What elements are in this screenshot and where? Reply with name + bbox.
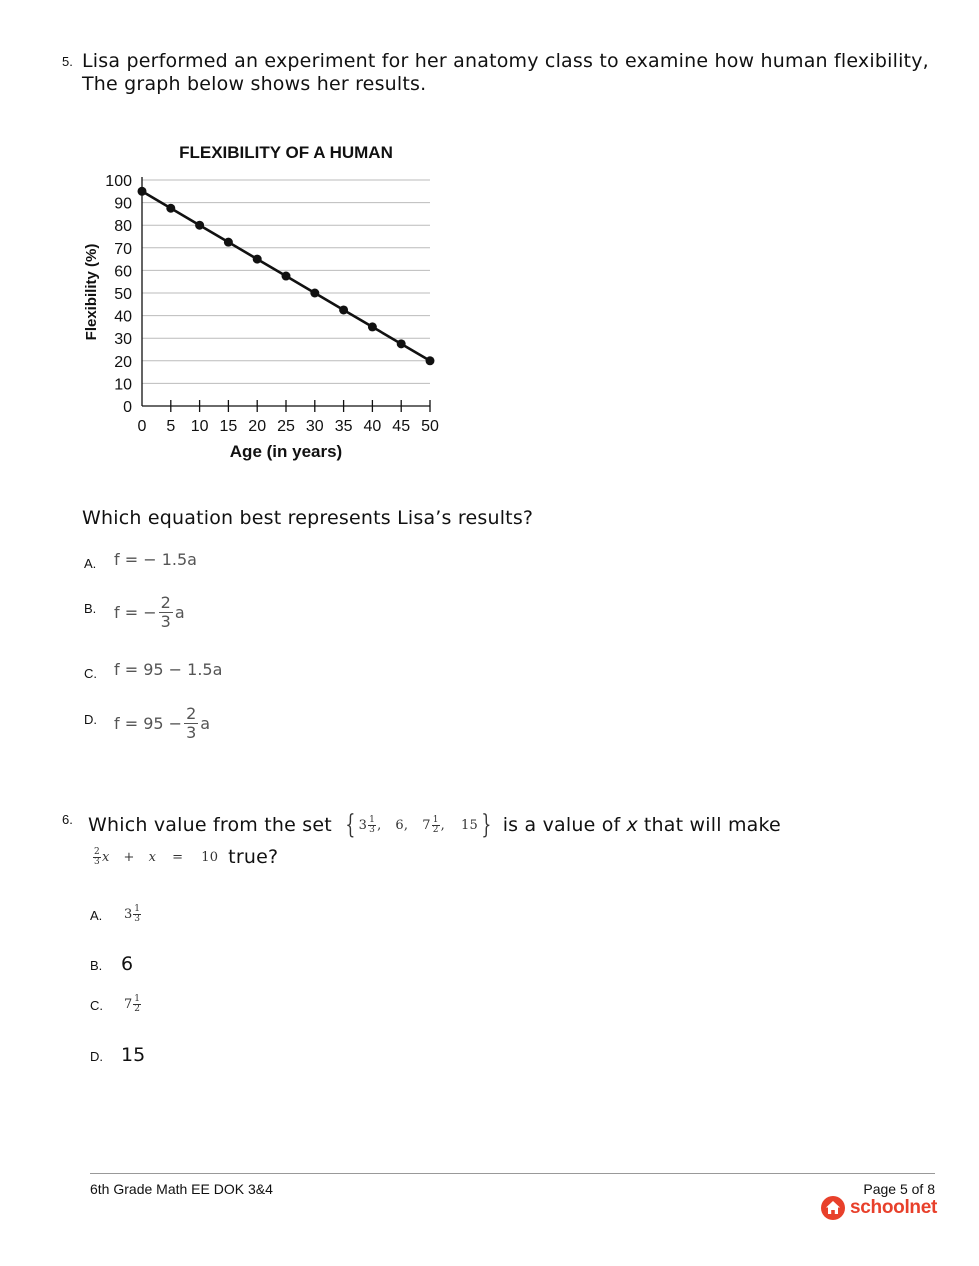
option-b[interactable]: B. f = − $\frac{2}{3}$ a [84, 593, 185, 631]
x-tick-labels [138, 418, 439, 435]
page-number: Page 5 of 8 [863, 1181, 935, 1197]
x-tick-label: 0 [137, 418, 147, 435]
data-point [368, 322, 377, 331]
option-a[interactable]: A. 3 1 3 [90, 904, 141, 924]
x-tick-label: 10 [190, 418, 209, 435]
option-value: 6 [121, 953, 134, 975]
data-point [195, 221, 204, 230]
option-value: 15 [121, 1044, 146, 1066]
x-tick-label: 5 [166, 418, 176, 435]
y-tick-label: 10 [114, 376, 132, 394]
option-label: A. [90, 908, 103, 923]
x-tick-label: 25 [277, 418, 295, 435]
y-tick-label: 80 [114, 218, 132, 236]
logo-text: schoolnet [850, 1197, 938, 1218]
data-point [138, 187, 147, 196]
y-tick-labels [105, 173, 132, 416]
option-a[interactable] [84, 550, 197, 572]
option-d[interactable]: D. f = 95 − $\frac{2}{3}$ a [84, 704, 211, 742]
question-stem-line1: Lisa performed an experiment for her anatomy class to examine how human flexibility, [82, 50, 929, 72]
data-point [282, 272, 291, 281]
y-tick-label: 90 [114, 195, 132, 213]
x-tick-label: 50 [421, 418, 439, 435]
schoolnet-logo [821, 1196, 937, 1220]
data-point [253, 255, 262, 264]
option-expression: f = − [114, 603, 157, 622]
y-tick-label: 0 [123, 399, 132, 416]
x-tick-label: 20 [248, 418, 267, 435]
footer-divider [90, 1173, 935, 1174]
option-label: D. [84, 712, 97, 727]
x-tick-label: 15 [219, 418, 238, 435]
question-number: 5. [62, 54, 73, 69]
data-point [224, 238, 233, 247]
data-point [339, 305, 348, 314]
y-tick-label: 100 [105, 173, 132, 190]
data-point [426, 356, 435, 365]
y-axis-label: Flexibility (%) [83, 243, 100, 341]
option-label: C. [84, 666, 97, 681]
y-tick-label: 30 [114, 331, 132, 349]
option-label: B. [84, 601, 97, 616]
option-label: B. [90, 958, 103, 973]
house-icon [821, 1196, 845, 1220]
question-stem-line2: The graph below shows her results. [82, 73, 427, 95]
y-tick-label: 50 [114, 286, 132, 303]
data-point [166, 204, 175, 213]
y-tick-label: 70 [114, 240, 132, 258]
option-c[interactable] [84, 660, 223, 682]
option-d[interactable] [90, 1044, 146, 1066]
flexibility-chart [70, 130, 460, 470]
question-number: 6. [62, 812, 73, 827]
footer-title: 6th Grade Math EE DOK 3&4 [90, 1181, 273, 1197]
data-point [397, 339, 406, 348]
option-label: A. [84, 556, 97, 571]
fraction: $\frac{2}{3}$ [186, 704, 197, 742]
x-tick-label: 40 [363, 418, 382, 435]
question-prompt: Which equation best represents Lisa’s results? [82, 507, 534, 529]
x-axis-label: Age (in years) [229, 442, 343, 461]
option-expression: f = − 1.5a [114, 550, 197, 569]
option-b[interactable] [90, 953, 134, 975]
y-tick-label: 20 [114, 353, 132, 371]
x-tick-label: 45 [392, 418, 411, 435]
option-expression: f = 95 − 1.5a [114, 660, 223, 679]
data-point [310, 289, 319, 298]
y-tick-label: 40 [114, 308, 132, 326]
option-c[interactable]: C. 7 1 2 [90, 994, 141, 1014]
equation: 2 3 x + x = 10 true? [94, 846, 279, 868]
value-set: { 3 1 3 , 6, 7 1 2 , 15 } [345, 810, 492, 840]
fraction: $\frac{2}{3}$ [160, 593, 171, 631]
chart-grid [142, 180, 430, 383]
option-label: D. [90, 1049, 103, 1064]
question-stem: Which value from the set { 3 1 3 , 6, 7 1 2 , 15 } is a value of x that will make [88, 810, 781, 840]
chart-title: FLEXIBILITY OF A HUMAN [179, 143, 393, 162]
option-expression: f = 95 − [114, 714, 183, 733]
y-tick-label: 60 [114, 263, 132, 281]
x-tick-label: 30 [305, 418, 324, 435]
x-tick-label: 35 [334, 418, 353, 435]
option-label: C. [90, 998, 103, 1013]
